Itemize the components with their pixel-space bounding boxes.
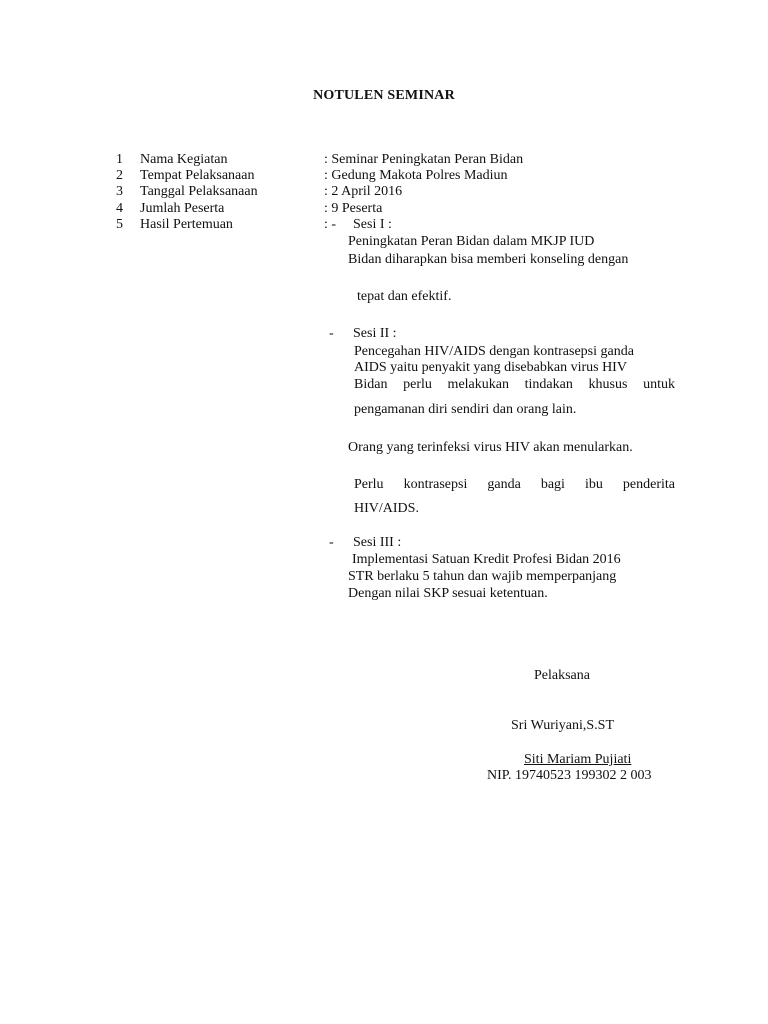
row-number: 2: [116, 168, 123, 183]
row-label: Jumlah Peserta: [140, 201, 225, 216]
signature-role: Pelaksana: [534, 668, 590, 683]
session-line: Perlu kontrasepsi ganda bagi ibu penderita: [354, 477, 675, 492]
row-number: 3: [116, 184, 123, 199]
session-heading: Sesi I :: [353, 217, 392, 232]
row-number: 5: [116, 217, 123, 232]
row-value: : 2 April 2016: [324, 184, 403, 199]
session-line: Pencegahan HIV/AIDS dengan kontrasepsi ganda: [354, 344, 634, 359]
row-label: Hasil Pertemuan: [140, 217, 233, 232]
signature-signer: Sri Wuriyani,S.ST: [511, 718, 615, 733]
session-line: Dengan nilai SKP sesuai ketentuan.: [348, 586, 548, 601]
row-label: Nama Kegiatan: [140, 152, 228, 167]
session-line: Bidan diharapkan bisa memberi konseling dengan: [348, 252, 629, 267]
session-line: Implementasi Satuan Kredit Profesi Bidan 2016: [352, 552, 621, 567]
row-number: 4: [116, 201, 123, 216]
signature-name: Siti Mariam Pujiati: [524, 752, 632, 767]
row-value: : Gedung Makota Polres Madiun: [324, 168, 508, 183]
session-heading: Sesi III :: [353, 535, 402, 550]
row-label: Tempat Pelaksanaan: [140, 168, 255, 183]
session-dash: -: [329, 326, 334, 341]
session-dash: -: [329, 535, 334, 550]
session-heading: Sesi II :: [353, 326, 397, 341]
row-number: 1: [116, 152, 123, 167]
session-line: tepat dan efektif.: [357, 289, 452, 304]
session-line: AIDS yaitu penyakit yang disebabkan virus HIV: [354, 360, 627, 375]
page-title: NOTULEN SEMINAR: [313, 88, 455, 103]
row-value: : 9 Peserta: [324, 201, 383, 216]
session-line: STR berlaku 5 tahun dan wajib memperpanjang: [348, 569, 617, 584]
session-line: HIV/AIDS.: [354, 501, 419, 516]
session-line: pengamanan diri sendiri dan orang lain.: [354, 402, 577, 417]
session-line: Orang yang terinfeksi virus HIV akan menularkan.: [348, 440, 633, 455]
row-label: Tanggal Pelaksanaan: [140, 184, 258, 199]
session-line: Peningkatan Peran Bidan dalam MKJP IUD: [348, 234, 595, 249]
row-value: : Seminar Peningkatan Peran Bidan: [324, 152, 524, 167]
row-value: : -: [324, 217, 337, 232]
session-line: Bidan perlu melakukan tindakan khusus untuk: [354, 377, 675, 392]
signature-nip: NIP. 19740523 199302 2 003: [487, 768, 652, 783]
